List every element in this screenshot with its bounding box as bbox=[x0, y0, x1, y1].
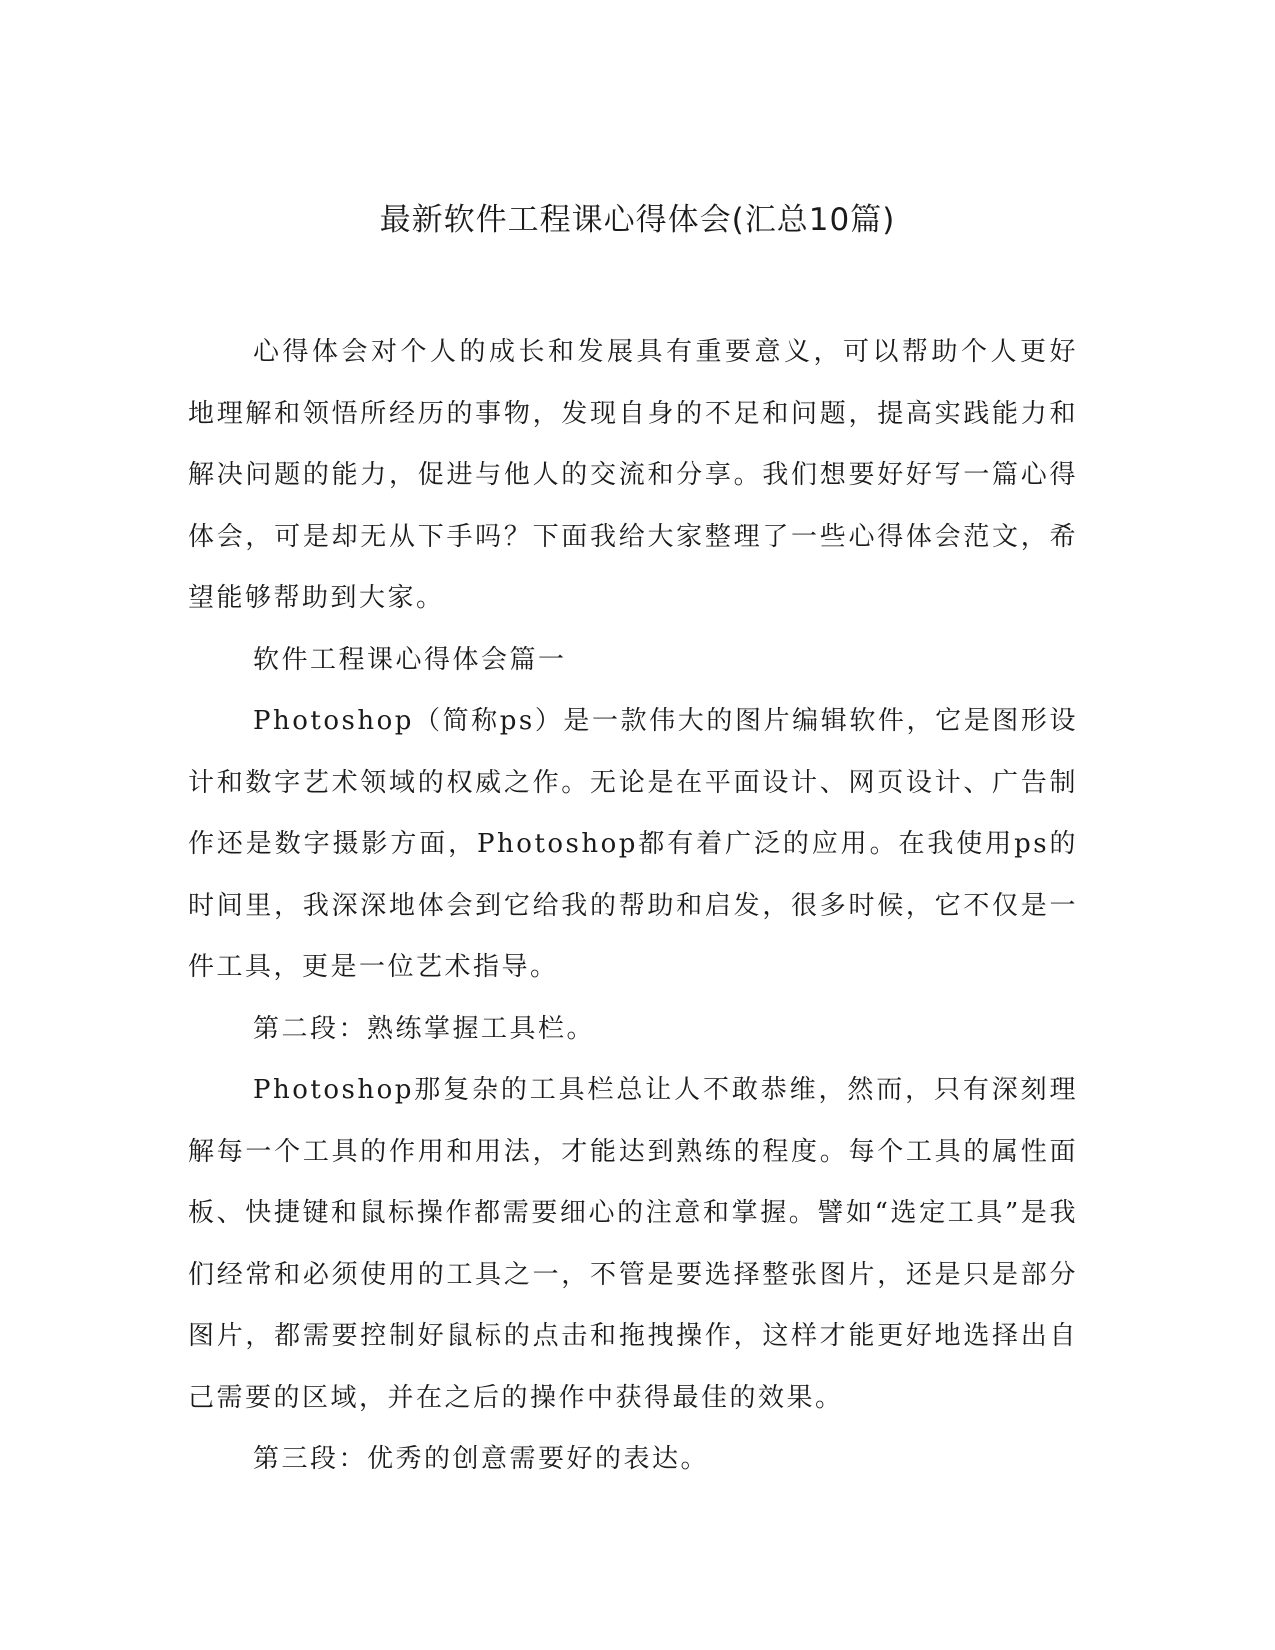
document-title: 最新软件工程课心得体会(汇总10篇) bbox=[379, 202, 896, 238]
photoshop-intro-paragraph: Photoshop（简称ps）是一款伟大的图片编辑软件，它是图形设计和数字艺术领域的权威之作。无论是在平面设计、网页设计、广告制作还是数字摄影方面，Photoshop都有着广泛的应用。在我使用ps的时间里，我深深地体会到它给我的帮助和启发，很多时候，它不仅是一件工具，更是一位艺术指导。 bbox=[188, 706, 1078, 982]
section-heading-part-one: 软件工程课心得体会篇一 bbox=[253, 644, 567, 675]
section-heading-second: 第二段：熟练掌握工具栏。 bbox=[253, 1013, 596, 1044]
intro-paragraph: 心得体会对个人的成长和发展具有重要意义，可以帮助个人更好地理解和领悟所经历的事物，发现自身的不足和问题，提高实践能力和解决问题的能力，促进与他人的交流和分享。我们想要好好写一篇心得体会，可是却无从下手吗？下面我给大家整理了一些心得体会范文，希望能够帮助到大家。 bbox=[188, 337, 1078, 613]
section-heading-third: 第三段：优秀的创意需要好的表达。 bbox=[253, 1444, 710, 1474]
document-body bbox=[188, 322, 1078, 1491]
toolbar-paragraph: Photoshop那复杂的工具栏总让人不敢恭维，然而，只有深刻理解每一个工具的作用和用法，才能达到熟练的程度。每个工具的属性面板、快捷键和鼠标操作都需要细心的注意和掌握。譬如“选定工具”是我们经常和必须使用的工具之一，不管是要选择整张图片，还是只是部分图片，都需要控制好鼠标的点击和拖拽操作，这样才能更好地选择出自己需要的区域，并在之后的操作中获得最佳的效果。 bbox=[188, 1075, 1078, 1413]
